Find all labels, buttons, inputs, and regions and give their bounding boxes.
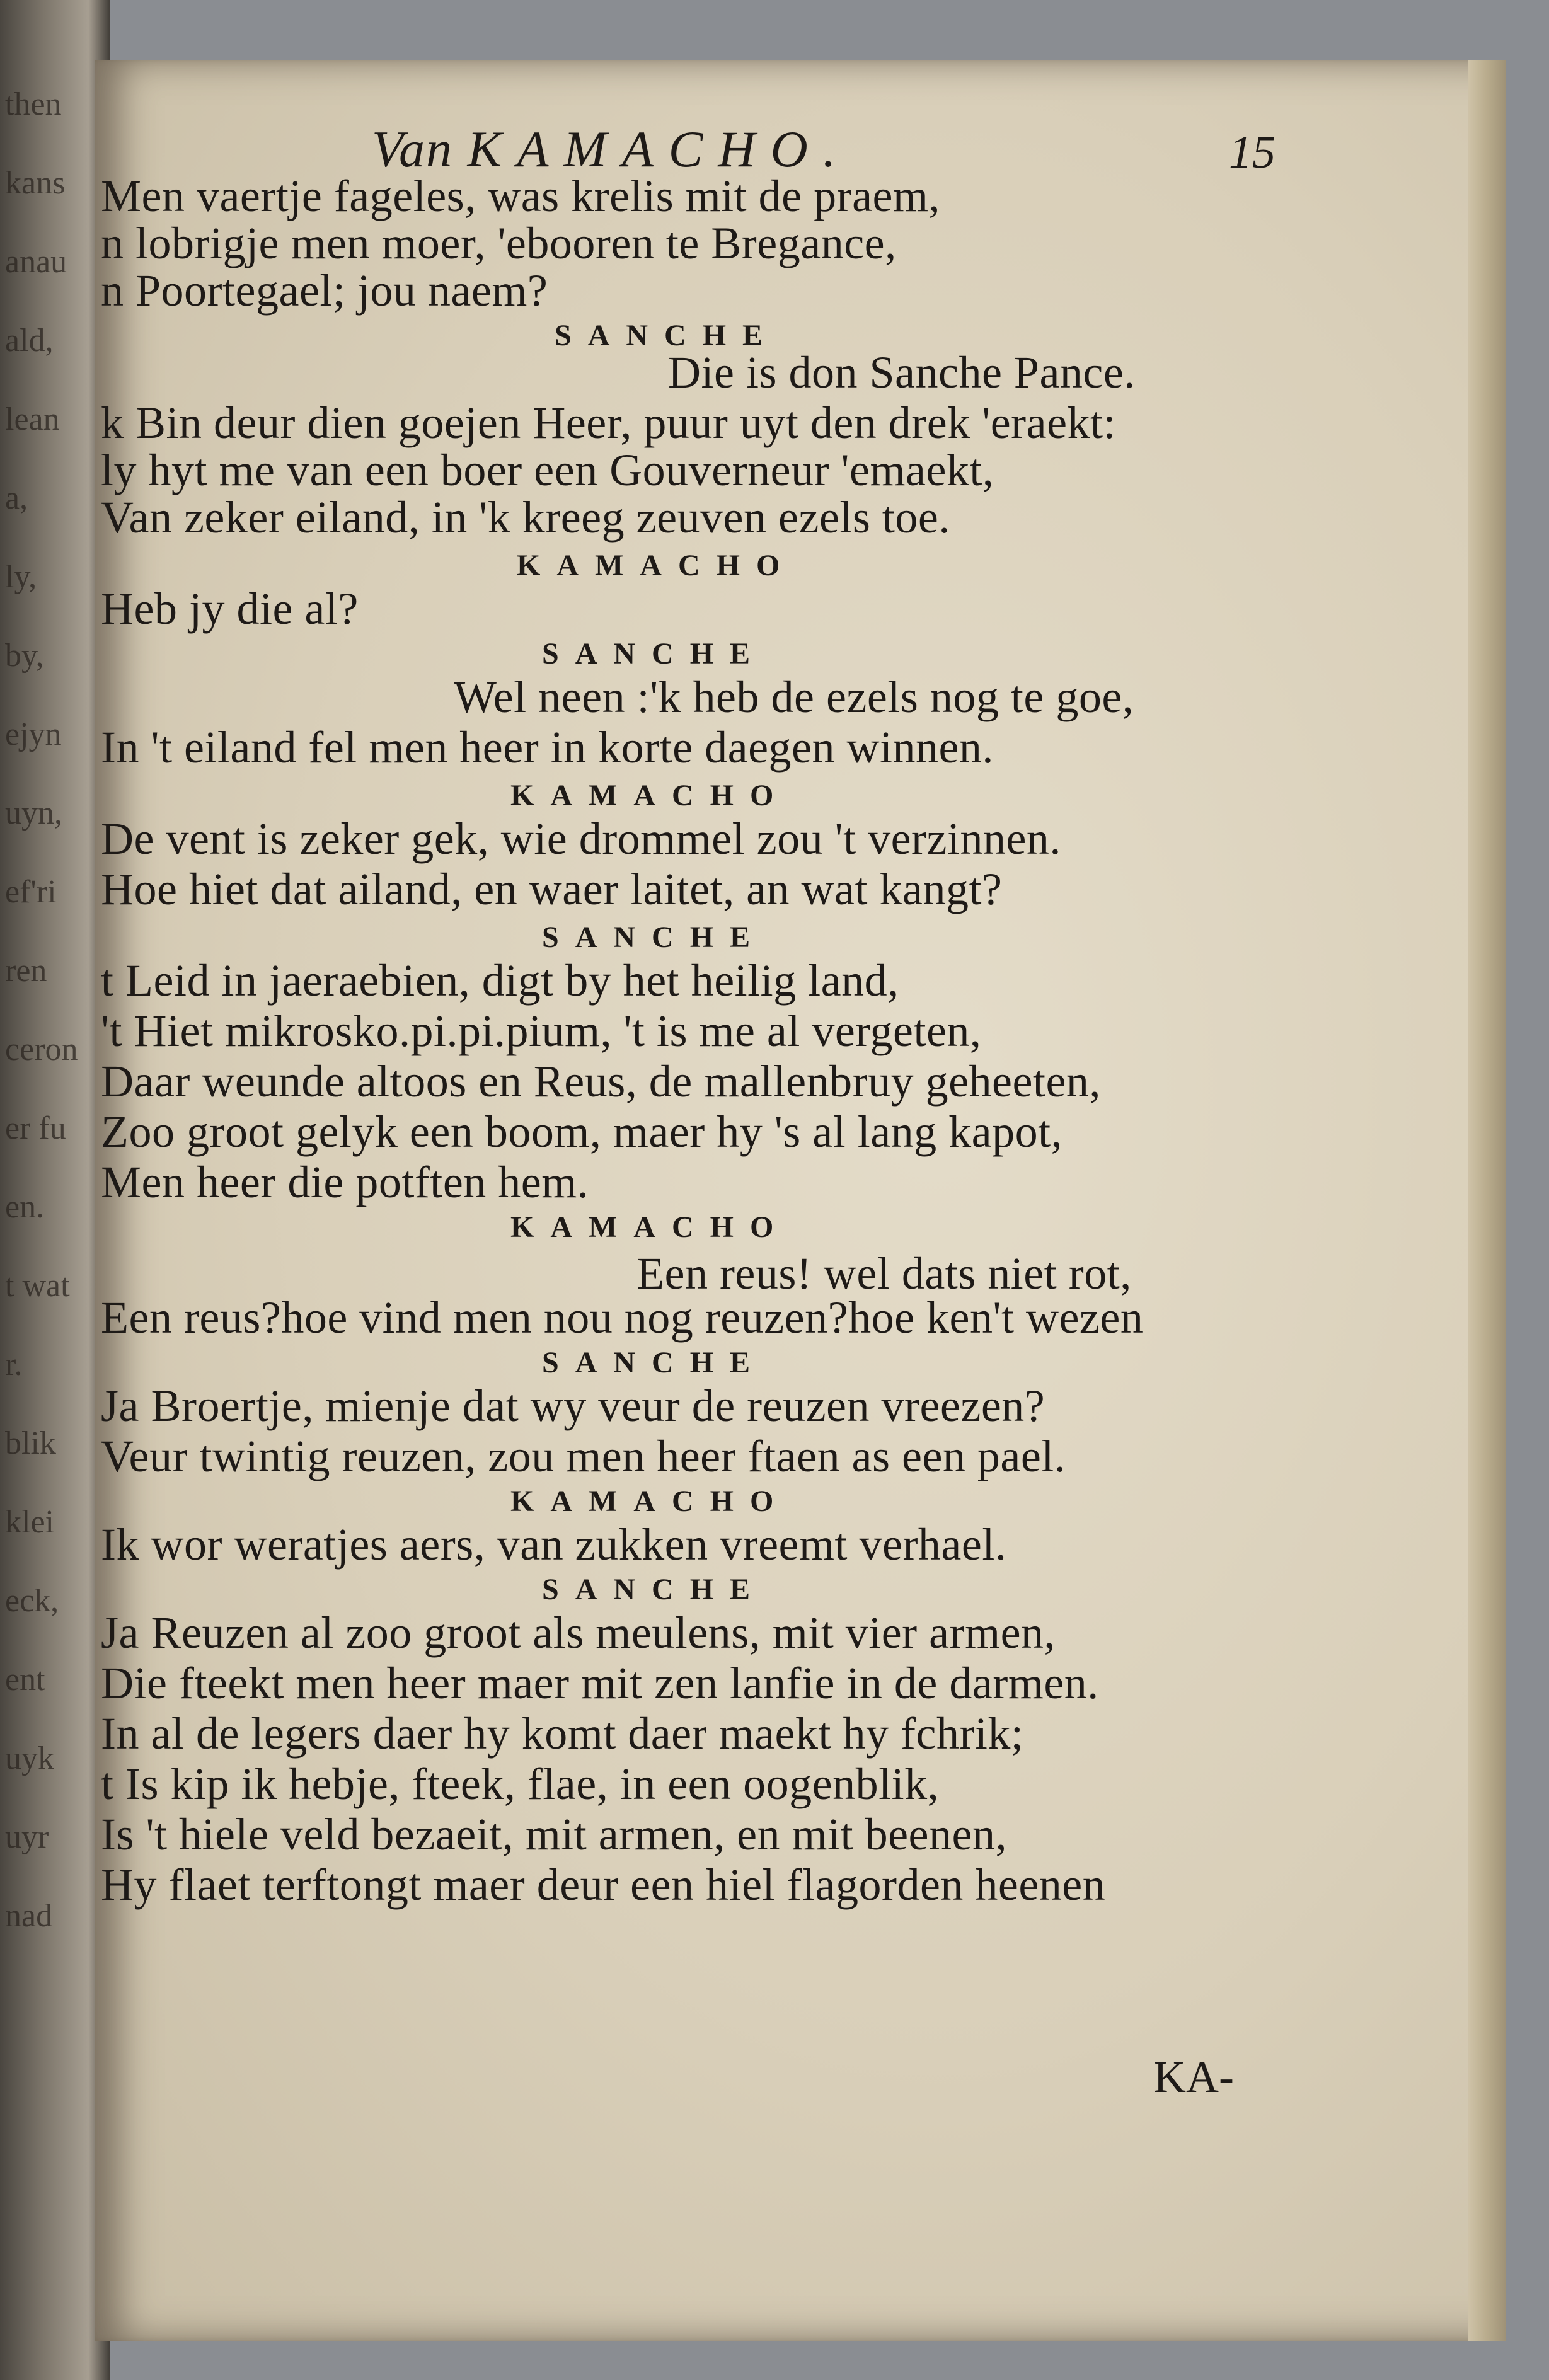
running-head-title: KAMACHO. bbox=[467, 120, 851, 178]
verse-line: Hoe hiet dat ailand, en waer laitet, an wat kangt? bbox=[101, 864, 1003, 914]
previous-page-fragment: anau bbox=[5, 244, 67, 280]
verse-line: Die fteekt men heer maer mit zen lanfie in de darmen. bbox=[101, 1658, 1099, 1708]
verse-line: Een reus! wel dats niet rot, bbox=[636, 1248, 1132, 1299]
verse-line: n Poortegael; jou naem? bbox=[101, 265, 548, 316]
previous-page-fragment: en. bbox=[5, 1189, 45, 1225]
speaker-heading: SANCHE bbox=[542, 1573, 767, 1606]
previous-page-fragment: eck, bbox=[5, 1583, 59, 1619]
speaker-heading: SANCHE bbox=[542, 921, 767, 954]
verse-line: ly hyt me van een boer een Gouverneur 'emaekt, bbox=[101, 445, 994, 495]
previous-page-fragment: ly, bbox=[5, 559, 37, 595]
verse-line: t Leid in jaeraebien, digt by het heilig land, bbox=[101, 955, 899, 1006]
catchword: KA- bbox=[1153, 2052, 1234, 2102]
page-edge bbox=[1468, 60, 1506, 2341]
verse-line: Die is don Sanche Pance. bbox=[668, 347, 1136, 398]
previous-page-fragment: uyk bbox=[5, 1740, 54, 1776]
previous-page-fragment: ejyn bbox=[5, 716, 62, 752]
verse-line: Hy flaet terftongt maer deur een hiel flagorden heenen bbox=[101, 1860, 1106, 1910]
previous-page-fragment: then bbox=[5, 86, 62, 122]
previous-page-fragment: blik bbox=[5, 1425, 56, 1461]
verse-line: Veur twintig reuzen, zou men heer ftaen as een pael. bbox=[101, 1431, 1066, 1481]
verse-line: t Is kip ik hebje, fteek, flae, in een oogenblik, bbox=[101, 1759, 940, 1809]
verse-line: In 't eiland fel men heer in korte daegen winnen. bbox=[101, 722, 994, 773]
speaker-heading: SANCHE bbox=[542, 1346, 767, 1379]
speaker-heading: KAMACHO bbox=[510, 1210, 790, 1244]
verse-line: Is 't hiele veld bezaeit, mit armen, en mit beenen, bbox=[101, 1809, 1007, 1860]
book-page bbox=[95, 60, 1500, 2341]
previous-page-fragment: ceron bbox=[5, 1032, 78, 1067]
verse-line: Van zeker eiland, in 'k kreeg zeuven ezels toe. bbox=[101, 492, 950, 543]
previous-page-fragment: ald, bbox=[5, 323, 54, 359]
verse-line: In al de legers daer hy komt daer maekt hy fchrik; bbox=[101, 1708, 1024, 1759]
previous-page-fragment: ren bbox=[5, 953, 47, 989]
previous-page-fragment: klei bbox=[5, 1504, 54, 1540]
verse-line: 't Hiet mikrosko.pi.pi.pium, 't is me al vergeten, bbox=[101, 1006, 982, 1056]
previous-page-fragment: a, bbox=[5, 480, 28, 516]
previous-page-fragment: ent bbox=[5, 1662, 45, 1698]
previous-page-fragment: t wat bbox=[5, 1268, 70, 1304]
verse-line: Heb jy die al? bbox=[101, 584, 359, 634]
previous-page-fragment: uyn, bbox=[5, 795, 62, 831]
previous-page-fragment: by, bbox=[5, 638, 44, 674]
verse-line: Ik wor weratjes aers, van zukken vreemt verhael. bbox=[101, 1519, 1007, 1570]
page-text bbox=[95, 60, 1500, 2341]
verse-line: Zoo groot gelyk een boom, maer hy 's al lang kapot, bbox=[101, 1107, 1063, 1157]
page-number: 15 bbox=[1229, 127, 1275, 178]
verse-line: k Bin deur dien goejen Heer, puur uyt den drek 'eraekt: bbox=[101, 398, 1117, 448]
verse-line: n lobrigje men moer, 'ebooren te Bregance, bbox=[101, 218, 897, 268]
speaker-heading: KAMACHO bbox=[517, 549, 797, 582]
speaker-heading: KAMACHO bbox=[510, 779, 790, 812]
running-head-prefix: Van bbox=[372, 120, 453, 178]
verse-line: Men vaertje fageles, was krelis mit de praem, bbox=[101, 171, 940, 221]
previous-page-fragment: r. bbox=[5, 1347, 23, 1383]
speaker-heading: SANCHE bbox=[542, 637, 767, 670]
verse-line: Een reus?hoe vind men nou nog reuzen?hoe ken't wezen bbox=[101, 1292, 1144, 1343]
running-head bbox=[372, 120, 851, 179]
previous-page-fragment: kans bbox=[5, 165, 66, 201]
previous-page-fragment: ef'ri bbox=[5, 874, 57, 910]
verse-line: Ja Reuzen al zoo groot als meulens, mit vier armen, bbox=[101, 1607, 1056, 1658]
verse-line: Ja Broertje, mienje dat wy veur de reuzen vreezen? bbox=[101, 1381, 1045, 1431]
previous-page-fragment: er fu bbox=[5, 1110, 66, 1146]
verse-line: De vent is zeker gek, wie drommel zou 't verzinnen. bbox=[101, 813, 1061, 864]
previous-page-fragment: nad bbox=[5, 1898, 53, 1934]
previous-page-text-fragments bbox=[0, 0, 104, 2380]
verse-line: Men heer die potften hem. bbox=[101, 1157, 589, 1207]
speaker-heading: SANCHE bbox=[555, 319, 780, 352]
previous-page-fragment: uyr bbox=[5, 1819, 49, 1855]
speaker-heading: KAMACHO bbox=[510, 1485, 790, 1518]
verse-line: Wel neen :'k heb de ezels nog te goe, bbox=[454, 672, 1134, 722]
verse-line: Daar weunde altoos en Reus, de mallenbruy geheeten, bbox=[101, 1056, 1101, 1107]
previous-page-fragment: lean bbox=[5, 401, 60, 437]
